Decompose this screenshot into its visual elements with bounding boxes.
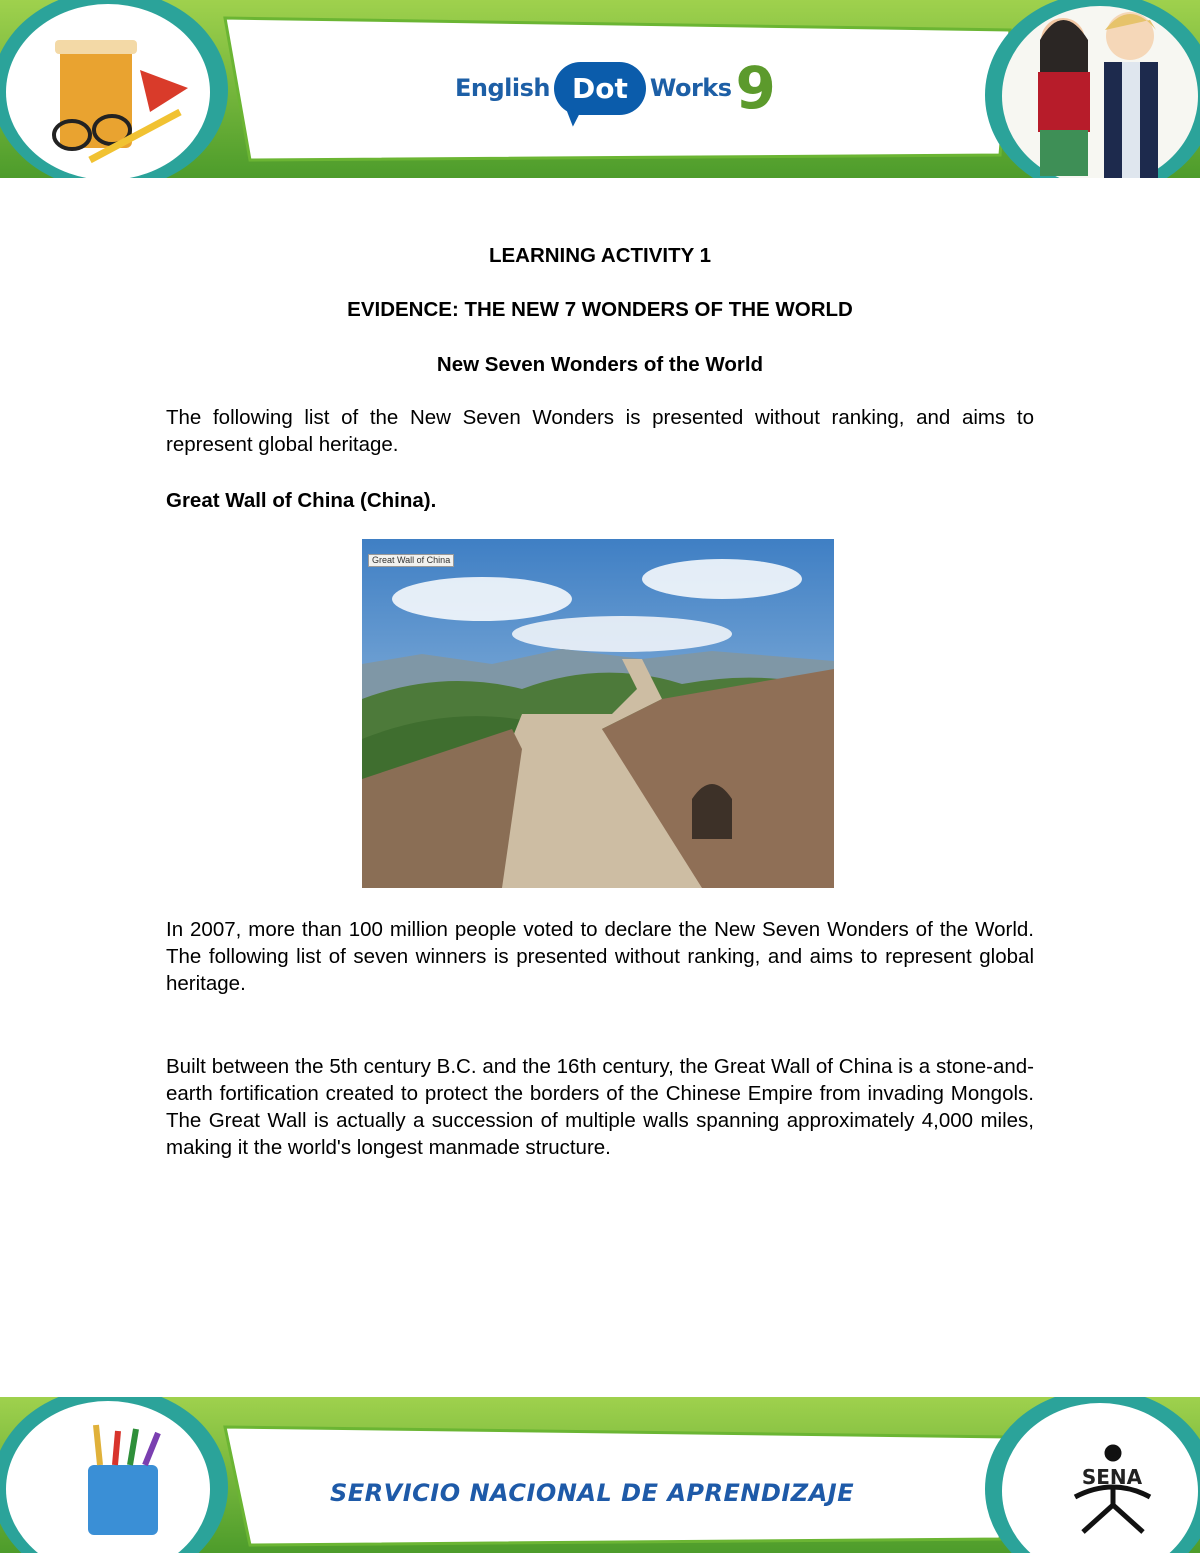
- logo-word-dot: Dot: [554, 62, 646, 115]
- logo-word-english: English: [455, 74, 550, 102]
- header-banner: [0, 0, 1200, 178]
- photo-caption: Great Wall of China: [368, 554, 454, 567]
- footer-title: SERVICIO NACIONAL DE APRENDIZAJE: [330, 1479, 855, 1507]
- footer-banner: [0, 1397, 1200, 1553]
- activity-title: LEARNING ACTIVITY 1: [488, 244, 712, 267]
- great-wall-illustration: [362, 539, 834, 888]
- sena-text: SENA: [1081, 1465, 1143, 1489]
- sena-label: [1064, 1465, 1160, 1489]
- vote-paragraph: In 2007, more than 100 million people voted to declare the New Seven Wonders of the World. The following list of seven winners is presented without ranking, and aims to represent global heritage.: [166, 918, 1034, 995]
- logo-word-works: Works: [649, 74, 732, 102]
- footer-banner-graphic: [0, 1397, 1200, 1553]
- intro-paragraph: The following list of the New Seven Wonders is presented without ranking, and aims to represent global heritage.: [166, 406, 1034, 456]
- english-dot-works-logo: [455, 52, 776, 124]
- wonder-heading: Great Wall of China (China).: [166, 489, 437, 512]
- evidence-title: EVIDENCE: THE NEW 7 WONDERS OF THE WORLD: [347, 298, 853, 321]
- great-wall-photo: [362, 539, 834, 888]
- history-paragraph: Built between the 5th century B.C. and the 16th century, the Great Wall of China is a stone-and-earth fortification created to protect the borders of the Chinese Empire from invading Mongols. The Great Wall is actually a succession of multiple walls spanning approximately 4,000 miles, making it the world's longest manmade structure.: [166, 1055, 1034, 1159]
- logo-number: 9: [735, 54, 776, 122]
- section-title: New Seven Wonders of the World: [436, 353, 764, 376]
